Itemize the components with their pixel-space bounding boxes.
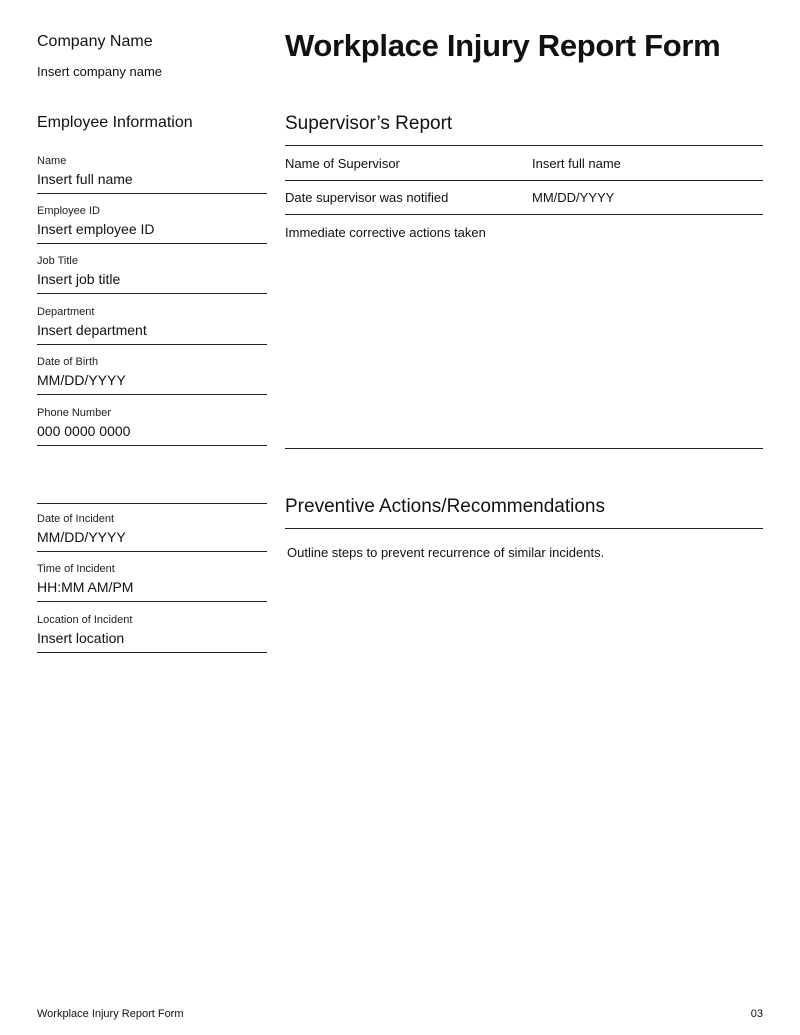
incident-top-rule [37, 503, 267, 504]
date-of-incident-field[interactable] [37, 513, 267, 552]
field-label: Job Title [37, 255, 78, 267]
footer-title: Workplace Injury Report Form [37, 1008, 184, 1020]
preventive-actions-field[interactable]: Outline steps to prevent recurrence of similar incidents. [287, 545, 605, 560]
time-of-incident-field[interactable] [37, 563, 267, 602]
location-of-incident-field[interactable] [37, 614, 267, 653]
field-label: Phone Number [37, 407, 111, 419]
date-notified-label: Date supervisor was notified [285, 190, 449, 205]
field-label: Employee ID [37, 205, 100, 217]
field-value[interactable]: Insert location [37, 630, 125, 646]
supervisor-name-label: Name of Supervisor [285, 156, 400, 171]
field-value[interactable]: Insert full name [37, 171, 133, 187]
field-value[interactable]: Insert department [37, 322, 147, 338]
field-value[interactable]: HH:MM AM/PM [37, 579, 134, 595]
field-value[interactable]: Insert job title [37, 271, 121, 287]
corrective-actions-textarea[interactable] [285, 245, 763, 448]
divider [285, 180, 763, 181]
field-value[interactable]: Insert employee ID [37, 221, 155, 237]
date-notified-field[interactable]: MM/DD/YYYY [532, 190, 615, 205]
phone-number-field[interactable] [37, 407, 267, 446]
company-name-label: Company Name [37, 33, 153, 50]
field-label: Date of Birth [37, 356, 99, 368]
department-field[interactable] [37, 306, 267, 345]
employee-id-field[interactable] [37, 205, 267, 244]
field-label: Date of Incident [37, 513, 115, 525]
date-of-birth-field[interactable] [37, 356, 267, 395]
field-label: Department [37, 306, 95, 318]
divider [285, 528, 763, 529]
field-value[interactable]: 000 0000 0000 [37, 423, 131, 439]
supervisor-name-field[interactable]: Insert full name [532, 156, 621, 171]
corrective-actions-label: Immediate corrective actions taken [285, 225, 486, 240]
divider [285, 145, 763, 146]
job-title-field[interactable] [37, 255, 267, 294]
employee-info-heading: Employee Information [37, 114, 193, 131]
field-value[interactable]: MM/DD/YYYY [37, 529, 126, 545]
company-name-field[interactable]: Insert company name [37, 64, 163, 79]
field-value[interactable]: MM/DD/YYYY [37, 372, 126, 388]
field-label: Name [37, 155, 67, 167]
employee-name-field[interactable] [37, 155, 267, 194]
page-title: Workplace Injury Report Form [285, 28, 721, 63]
field-label: Location of Incident [37, 614, 133, 626]
page-number: 03 [750, 1008, 763, 1020]
divider [285, 448, 763, 449]
preventive-actions-heading: Preventive Actions/Recommendations [285, 496, 605, 517]
divider [285, 214, 763, 215]
supervisor-report-heading: Supervisor’s Report [285, 113, 453, 134]
field-label: Time of Incident [37, 563, 115, 575]
